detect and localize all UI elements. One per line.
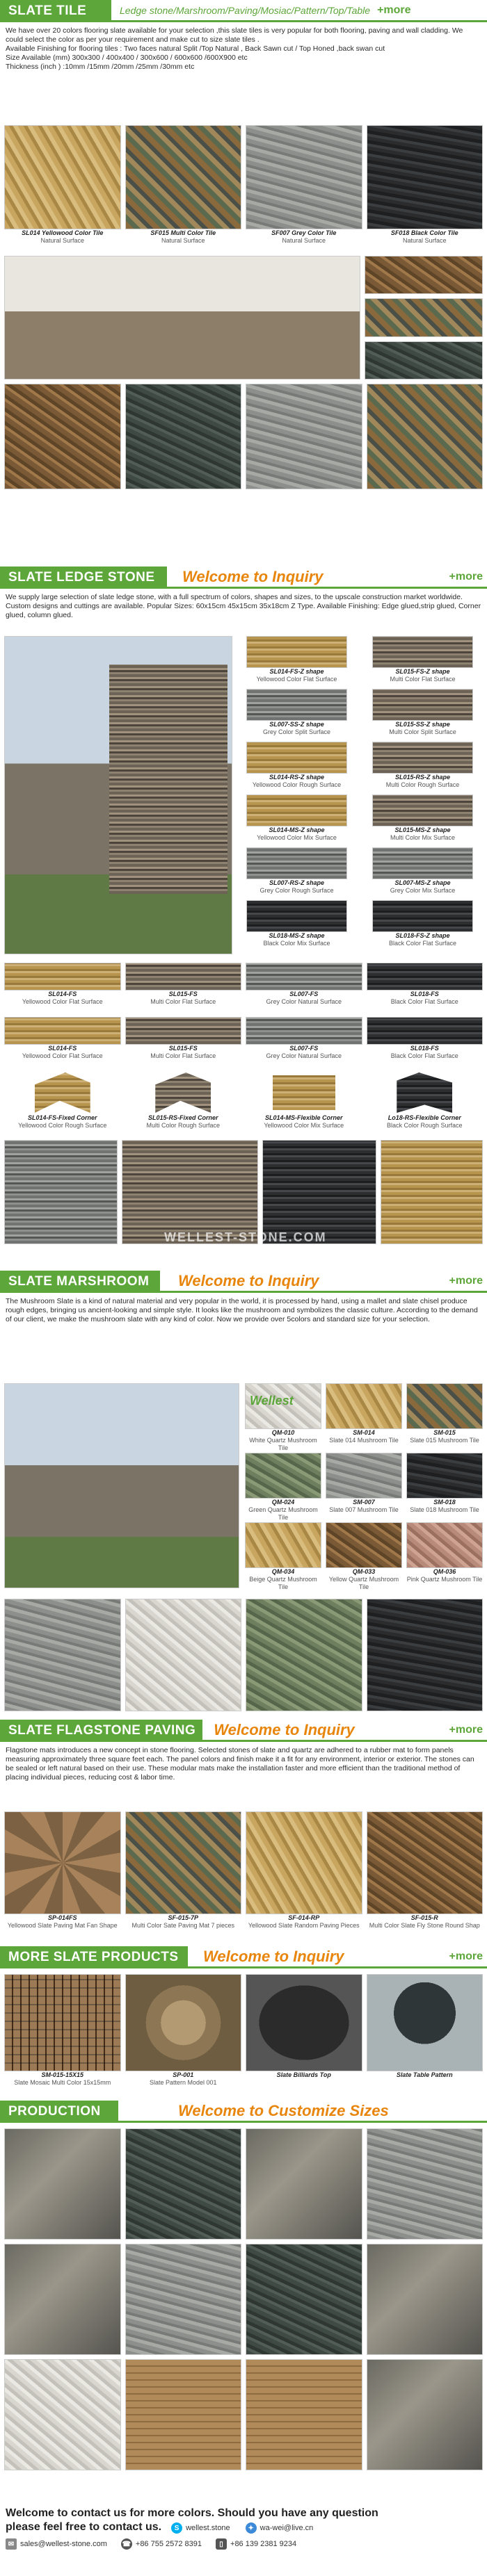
ledge-strip-row-1 xyxy=(0,963,487,1013)
msn-contact[interactable] xyxy=(246,2522,314,2534)
product-image xyxy=(326,1522,402,1568)
mushroom-photo xyxy=(125,1599,242,1711)
strip-card[interactable] xyxy=(4,1017,121,1067)
product-name: SF-015-7P xyxy=(168,1914,199,1921)
product-name: SL014-FS xyxy=(48,1045,77,1052)
product-desc: Green Quartz Mushroom Tile xyxy=(248,1506,318,1521)
product-name: QM-024 xyxy=(271,1499,295,1506)
mobile-contact[interactable] xyxy=(216,2538,296,2550)
production-photo xyxy=(246,2128,362,2240)
product-name: SL018-MS-Z shape xyxy=(269,932,325,939)
strip-card[interactable] xyxy=(4,963,121,1013)
product-image xyxy=(367,1811,484,1914)
mushroom-photo xyxy=(4,1599,121,1711)
product-image xyxy=(4,1017,121,1045)
product-name: SP-014FS xyxy=(47,1914,77,1921)
product-desc: Multi Color Flat Surface xyxy=(150,998,216,1005)
product-desc: Black Color Flat Surface xyxy=(390,998,458,1005)
product-desc: Yellowood Color Rough Surface xyxy=(18,1122,107,1129)
product-name: SL014 Yellowood Color Tile xyxy=(22,229,104,236)
product-name: SL015-FS xyxy=(168,1045,198,1052)
paving-card[interactable] xyxy=(4,1811,121,1934)
mushroom-card[interactable] xyxy=(245,1453,321,1522)
mobile-text: +86 139 2381 9234 xyxy=(230,2540,297,2548)
product-desc: Black Color Mix Surface xyxy=(263,940,330,947)
ledge-banner xyxy=(0,566,487,589)
product-desc: Slate 015 Mushroom Tile xyxy=(410,1437,479,1444)
product-image xyxy=(406,1383,483,1429)
product-name: SF015 Multi Color Tile xyxy=(150,229,216,236)
product-image xyxy=(246,1974,362,2071)
product-name: SL007-FS xyxy=(289,1045,319,1052)
product-name: QM-034 xyxy=(271,1568,295,1575)
product-name: SF-014-RP xyxy=(288,1914,320,1921)
zshape-card[interactable] xyxy=(237,742,357,794)
product-name: SM-018 xyxy=(433,1499,456,1506)
product-image xyxy=(245,1453,321,1499)
product-name: SL015-RS-Z shape xyxy=(394,774,451,781)
strip-card[interactable] xyxy=(125,1017,242,1067)
product-name: Slate Table Pattern xyxy=(396,2071,453,2078)
ledge-welcome-link[interactable]: Welcome to Inquiry xyxy=(182,567,324,585)
product-name: SL014-MS-Flexible Corner xyxy=(264,1114,343,1121)
tile-photo xyxy=(4,384,121,489)
product-name: SL014-FS xyxy=(48,991,77,997)
paving-card[interactable] xyxy=(125,1811,242,1934)
contact-line-1: Welcome to contact us for more colors. Should you have any question xyxy=(6,2507,378,2519)
product-image xyxy=(246,636,347,668)
mushroom-card[interactable] xyxy=(326,1383,402,1453)
slate-tile-products xyxy=(0,125,487,250)
product-desc: Multi Color Flat Surface xyxy=(150,1052,216,1059)
contact-footer xyxy=(0,2501,487,2555)
slate-tile-desc-line: We have over 20 colors flooring slate available for your selection ,this slate tiles is very popular for both flooring, paving and wall cladding. We could select the color as per your requirement and make cut to size slate tiles . xyxy=(6,26,463,44)
product-image xyxy=(4,1811,121,1914)
product-image xyxy=(372,742,473,774)
product-image xyxy=(4,963,121,991)
ledge-more-link[interactable]: +more xyxy=(449,570,483,582)
product-card[interactable] xyxy=(367,125,484,250)
product-desc: Slate 007 Mushroom Tile xyxy=(329,1506,399,1513)
production-photo xyxy=(125,2359,242,2470)
paving-card[interactable] xyxy=(367,1811,484,1934)
slate-tile-gallery-2 xyxy=(4,384,483,489)
product-name: SL014-RS-Z shape xyxy=(269,774,325,781)
product-card[interactable] xyxy=(246,125,362,250)
ledge-house-photo xyxy=(4,636,232,954)
more-products xyxy=(0,1974,487,2092)
product-desc: Yellowood Color Mix Surface xyxy=(257,834,337,841)
tile-photo xyxy=(365,256,483,294)
slate-tile-desc-line: Available Finishing for flooring tiles : Two faces natural Split /Top Natural , Back Sawn cut / Top Honed ,back swan cut xyxy=(6,44,385,53)
product-desc: Slate Pattern Model 001 xyxy=(149,2079,217,2086)
ledge-zshape-grid xyxy=(237,636,483,956)
product-name: SL015-FS xyxy=(168,991,198,997)
strip-card[interactable] xyxy=(125,963,242,1013)
product-name: SL018-FS xyxy=(410,991,439,997)
product-desc: Grey Color Split Surface xyxy=(262,728,331,735)
contact-line-2: please feel free to contact us. xyxy=(6,2521,162,2533)
product-image xyxy=(246,1017,362,1045)
marsh-description: The Mushroom Slate is a kind of natural material and very popular in the world, it is processed by hand, using a mallet and slate chisel produce rough edges, bringing us ancient-looking and simple style. It looks like the mushroom and symbolizes the classic culture. According to the demand of our client, we make the mushroom slate with any kind of color. Now we provide over 5colors and standard size for your selection. xyxy=(6,1297,478,1323)
product-image xyxy=(246,900,347,932)
production-photo xyxy=(367,2128,484,2240)
mushroom-card[interactable] xyxy=(406,1383,483,1453)
marsh-house-photo xyxy=(4,1383,239,1588)
product-desc: Natural Surface xyxy=(40,237,85,244)
slate-tile-banner xyxy=(0,0,487,22)
marsh-banner xyxy=(0,1271,487,1293)
paving-description: Flagstone mats introduces a new concept in stone flooring. Selected stones of slate and quartz are adhered to a rubber mat to form panels measuring approximately three square feet each. The panel colors and finish make it a fit for any environment, interior or exterior. The stones can be sealed or left natural based on their use. These modular mats make the installation faster and more efficient than the traditional method of placing individual pieces, reducing cost & labor time. xyxy=(6,1746,474,1782)
product-image xyxy=(406,1453,483,1499)
product-image xyxy=(125,1811,242,1914)
strip-card[interactable] xyxy=(367,1017,484,1067)
production-title: PRODUCTION xyxy=(0,2101,118,2123)
strip-card[interactable] xyxy=(246,1017,362,1067)
ledge-corner-row xyxy=(0,1071,487,1135)
tile-photo xyxy=(246,384,362,489)
slate-tile-section xyxy=(0,0,487,74)
product-name: SP-001 xyxy=(173,2071,194,2078)
mushroom-photo xyxy=(246,1599,362,1711)
zshape-card[interactable] xyxy=(362,742,483,794)
product-name: SL014-FS-Fixed Corner xyxy=(27,1114,97,1121)
phone-text: +86 755 2572 8391 xyxy=(135,2540,202,2548)
product-desc: Multi Color Rough Surface xyxy=(385,781,460,788)
product-desc: Multi Color Rough Surface xyxy=(146,1122,221,1129)
corner-card[interactable] xyxy=(246,1071,362,1135)
ledge-strip-row-2 xyxy=(0,1017,487,1067)
product-card[interactable] xyxy=(4,125,121,250)
product-image xyxy=(372,636,473,668)
product-image xyxy=(4,1071,121,1114)
product-desc: Beige Quartz Mushroom Tile xyxy=(249,1576,317,1590)
contact-items xyxy=(6,2538,481,2550)
product-desc: Grey Color Natural Surface xyxy=(266,998,342,1005)
slate-tile-subtitle: Ledge stone/Marshroom/Paving/Mosiac/Pattern/Top/Table xyxy=(120,4,371,16)
product-image xyxy=(246,847,347,879)
msn-icon: ✦ xyxy=(246,2522,257,2534)
product-name: SL007-SS-Z shape xyxy=(269,721,324,728)
product-image xyxy=(326,1453,402,1499)
tile-photo xyxy=(365,341,483,380)
production-gallery xyxy=(4,2128,483,2476)
product-image xyxy=(125,125,242,229)
product-image xyxy=(246,1071,362,1114)
phone-contact[interactable] xyxy=(121,2538,202,2550)
skype-contact[interactable] xyxy=(171,2522,230,2534)
product-desc: Natural Surface xyxy=(402,237,447,244)
product-desc: Grey Color Rough Surface xyxy=(260,887,334,894)
mushroom-card[interactable] xyxy=(406,1453,483,1522)
product-name: SL007-MS-Z shape xyxy=(394,879,451,886)
skype-text: wellest.stone xyxy=(186,2524,230,2532)
more-card[interactable] xyxy=(4,1974,121,2092)
slate-tile-title: SLATE TILE xyxy=(0,0,111,22)
product-image xyxy=(4,1974,121,2071)
product-image xyxy=(125,1974,242,2071)
zshape-card[interactable] xyxy=(362,900,483,953)
product-name: SF-015-R xyxy=(410,1914,438,1921)
product-card[interactable] xyxy=(125,125,242,250)
production-banner xyxy=(0,2101,487,2123)
product-name: SL015-MS-Z shape xyxy=(394,826,451,833)
product-image xyxy=(367,963,484,991)
interior-photo xyxy=(4,256,360,380)
more-welcome-link[interactable]: Welcome to Inquiry xyxy=(203,1947,344,1965)
product-image xyxy=(367,125,484,229)
production-photo xyxy=(367,2244,484,2355)
product-desc: Multi Color Sate Paving Mat 7 pieces xyxy=(131,1922,235,1929)
product-desc: Natural Surface xyxy=(161,237,205,244)
marsh-title: SLATE MARSHROOM xyxy=(0,1271,160,1293)
product-image xyxy=(125,1071,242,1114)
production-photo xyxy=(246,2244,362,2355)
product-name: SL015-FS-Z shape xyxy=(395,668,450,675)
mobile-icon: ▯ xyxy=(216,2538,227,2550)
tile-photo xyxy=(367,384,484,489)
product-name: SL015-SS-Z shape xyxy=(395,721,450,728)
tile-photo xyxy=(365,298,483,336)
product-name: Lo18-RS-Flexible Corner xyxy=(388,1114,461,1121)
slate-tile-desc-line: Size Available (mm) 300x300 / 400x400 / 300x600 / 600x600 /600X900 etc xyxy=(6,54,248,62)
product-desc: Slate 014 Mushroom Tile xyxy=(329,1437,399,1444)
mushroom-card[interactable] xyxy=(245,1383,321,1453)
product-desc: Pink Quartz Mushroom Tile xyxy=(406,1576,483,1583)
marsh-product-grid xyxy=(245,1383,483,1592)
production-welcome-link[interactable]: Welcome to Customize Sizes xyxy=(178,2101,389,2119)
product-image xyxy=(246,742,347,774)
product-image xyxy=(326,1383,402,1429)
zshape-card[interactable] xyxy=(237,847,357,900)
production-photo xyxy=(4,2359,121,2470)
product-name: SF018 Black Color Tile xyxy=(390,229,458,236)
product-desc: Black Color Flat Surface xyxy=(388,940,457,947)
product-name: SM-014 xyxy=(353,1429,375,1436)
marsh-section xyxy=(0,1271,487,1327)
ledge-section xyxy=(0,566,487,623)
product-name: Slate Billiards Top xyxy=(276,2071,331,2078)
zshape-card[interactable] xyxy=(362,636,483,689)
product-image xyxy=(372,689,473,721)
product-image xyxy=(245,1522,321,1568)
zshape-card[interactable] xyxy=(237,689,357,742)
brand-logo: Wellest xyxy=(250,1394,294,1408)
email-icon: ✉ xyxy=(6,2538,17,2550)
product-image xyxy=(367,1974,484,2071)
mushroom-card[interactable] xyxy=(245,1522,321,1592)
mushroom-photo xyxy=(367,1599,484,1711)
production-section xyxy=(0,2101,487,2123)
slate-tile-gallery-1 xyxy=(4,256,483,380)
ledge-photo xyxy=(4,1140,118,1244)
product-desc: Multi Color Split Surface xyxy=(389,728,456,735)
product-image xyxy=(372,794,473,826)
product-name: SL014-MS-Z shape xyxy=(269,826,325,833)
product-image xyxy=(245,1383,321,1429)
strip-card[interactable] xyxy=(367,963,484,1013)
watermark: WELLEST-STONE.COM xyxy=(164,1230,327,1244)
marsh-more-link[interactable]: +more xyxy=(449,1274,483,1287)
more-title: MORE SLATE PRODUCTS xyxy=(0,1946,188,1968)
product-image xyxy=(372,847,473,879)
product-desc: Yellowood Color Flat Surface xyxy=(22,1052,103,1059)
product-desc: Yellowood Color Flat Surface xyxy=(22,998,103,1005)
zshape-card[interactable] xyxy=(362,689,483,742)
product-name: SL007-FS xyxy=(289,991,319,997)
product-desc: Grey Color Mix Surface xyxy=(390,887,456,894)
ledge-description: We supply large selection of slate ledge stone, with a full spectrum of colors, shapes and sizes, to the upscale construction market worldwide. Custom designs and cuttings are available. Popular Sizes: 60x15cm 45x15cm 35x18cm Z Type. Available Finishing: Edge glued,strip glued, Corner glued, column glued. xyxy=(6,593,481,619)
zshape-card[interactable] xyxy=(237,794,357,847)
product-name: QM-036 xyxy=(433,1568,456,1575)
product-desc: White Quartz Mushroom Tile xyxy=(249,1437,317,1451)
more-card[interactable] xyxy=(367,1974,484,2092)
corner-card[interactable] xyxy=(125,1071,242,1135)
mushroom-card[interactable] xyxy=(406,1522,483,1592)
mushroom-card[interactable] xyxy=(326,1453,402,1522)
more-card[interactable] xyxy=(125,1974,242,2092)
product-image xyxy=(367,1017,484,1045)
product-desc: Multi Color Slate Fly Stone Round Shap xyxy=(369,1922,480,1929)
product-image xyxy=(125,963,242,991)
paving-section xyxy=(0,1720,487,1785)
product-desc: Multi Color Flat Surface xyxy=(390,676,456,683)
marsh-gallery xyxy=(4,1599,483,1711)
ledge-photo xyxy=(262,1140,376,1244)
product-image xyxy=(125,1017,242,1045)
zshape-card[interactable] xyxy=(237,900,357,953)
product-desc: Multi Color Mix Surface xyxy=(390,834,456,841)
product-image xyxy=(367,1071,484,1114)
product-name: SL018-FS-Z shape xyxy=(395,932,450,939)
product-name: SM-007 xyxy=(353,1499,375,1506)
product-desc: Yellowood Color Mix Surface xyxy=(264,1122,344,1129)
paving-title: SLATE FLAGSTONE PAVING xyxy=(0,1720,202,1742)
phone-icon: ☎ xyxy=(121,2538,132,2550)
product-name: SL015-RS-Fixed Corner xyxy=(147,1114,218,1121)
more-card[interactable] xyxy=(246,1974,362,2092)
product-image xyxy=(246,689,347,721)
product-desc: Grey Color Natural Surface xyxy=(266,1052,342,1059)
product-desc: Black Color Flat Surface xyxy=(390,1052,458,1059)
production-photo xyxy=(4,2244,121,2355)
product-desc: Yellowood Color Rough Surface xyxy=(252,781,342,788)
msn-text: wa-wei@live.cn xyxy=(260,2524,314,2532)
more-section xyxy=(0,1946,487,1968)
slate-tile-description xyxy=(0,22,487,74)
product-name: SM-015 xyxy=(433,1429,456,1436)
product-image xyxy=(246,1811,362,1914)
product-desc: Yellowood Slate Paving Mat Fan Shape xyxy=(7,1922,118,1929)
slate-tile-more-link[interactable]: +more xyxy=(377,3,411,16)
product-image xyxy=(246,125,362,229)
product-desc: Yellowood Color Flat Surface xyxy=(256,676,337,683)
email-contact[interactable] xyxy=(6,2538,107,2550)
product-desc: Yellowood Slate Random Paving Pieces xyxy=(248,1922,360,1929)
production-photo xyxy=(4,2128,121,2240)
product-desc: Yellow Quartz Mushroom Tile xyxy=(328,1576,399,1590)
paving-card[interactable] xyxy=(246,1811,362,1934)
ledge-title: SLATE LEDGE STONE xyxy=(0,566,167,589)
ledge-gallery xyxy=(4,1140,483,1244)
paving-products xyxy=(0,1811,487,1934)
product-desc: Slate Mosaic Multi Color 15x15mm xyxy=(14,2079,111,2086)
zshape-card[interactable] xyxy=(362,847,483,900)
production-photo xyxy=(125,2128,242,2240)
production-photo xyxy=(246,2359,362,2470)
product-name: SL007-RS-Z shape xyxy=(269,879,325,886)
product-image xyxy=(246,794,347,826)
product-desc: Slate 018 Mushroom Tile xyxy=(410,1506,479,1513)
paving-welcome-link[interactable]: Welcome to Inquiry xyxy=(214,1720,355,1738)
paving-banner xyxy=(0,1720,487,1742)
paving-more-link[interactable]: +more xyxy=(449,1723,483,1736)
product-name: QM-010 xyxy=(271,1429,295,1436)
product-name: SF007 Grey Color Tile xyxy=(271,229,337,236)
zshape-card[interactable] xyxy=(237,636,357,689)
product-image xyxy=(406,1522,483,1568)
product-name: SM-015-15X15 xyxy=(41,2071,84,2078)
product-name: SL014-FS-Z shape xyxy=(269,668,324,675)
ledge-photo xyxy=(381,1140,483,1244)
product-image xyxy=(246,963,362,991)
product-image xyxy=(372,900,473,932)
corner-card[interactable] xyxy=(367,1071,484,1135)
product-desc: Black Color Rough Surface xyxy=(386,1122,463,1129)
more-banner xyxy=(0,1946,487,1968)
corner-card[interactable] xyxy=(4,1071,121,1135)
product-name: QM-033 xyxy=(352,1568,376,1575)
product-desc: Natural Surface xyxy=(282,237,326,244)
ledge-photo xyxy=(122,1140,258,1244)
marsh-welcome-link[interactable]: Welcome to Inquiry xyxy=(178,1271,319,1289)
product-image xyxy=(4,125,121,229)
production-photo xyxy=(367,2359,484,2470)
product-name: SL018-FS xyxy=(410,1045,439,1052)
email-text: sales@wellest-stone.com xyxy=(20,2540,107,2548)
slate-tile-desc-line: Thickness (inch ) :10mm /15mm /20mm /25mm /30mm etc xyxy=(6,63,195,71)
skype-icon: S xyxy=(171,2522,182,2534)
tile-photo xyxy=(125,384,242,489)
production-photo xyxy=(125,2244,242,2355)
zshape-card[interactable] xyxy=(362,794,483,847)
more-more-link[interactable]: +more xyxy=(449,1950,483,1962)
strip-card[interactable] xyxy=(246,963,362,1013)
mushroom-card[interactable] xyxy=(326,1522,402,1592)
